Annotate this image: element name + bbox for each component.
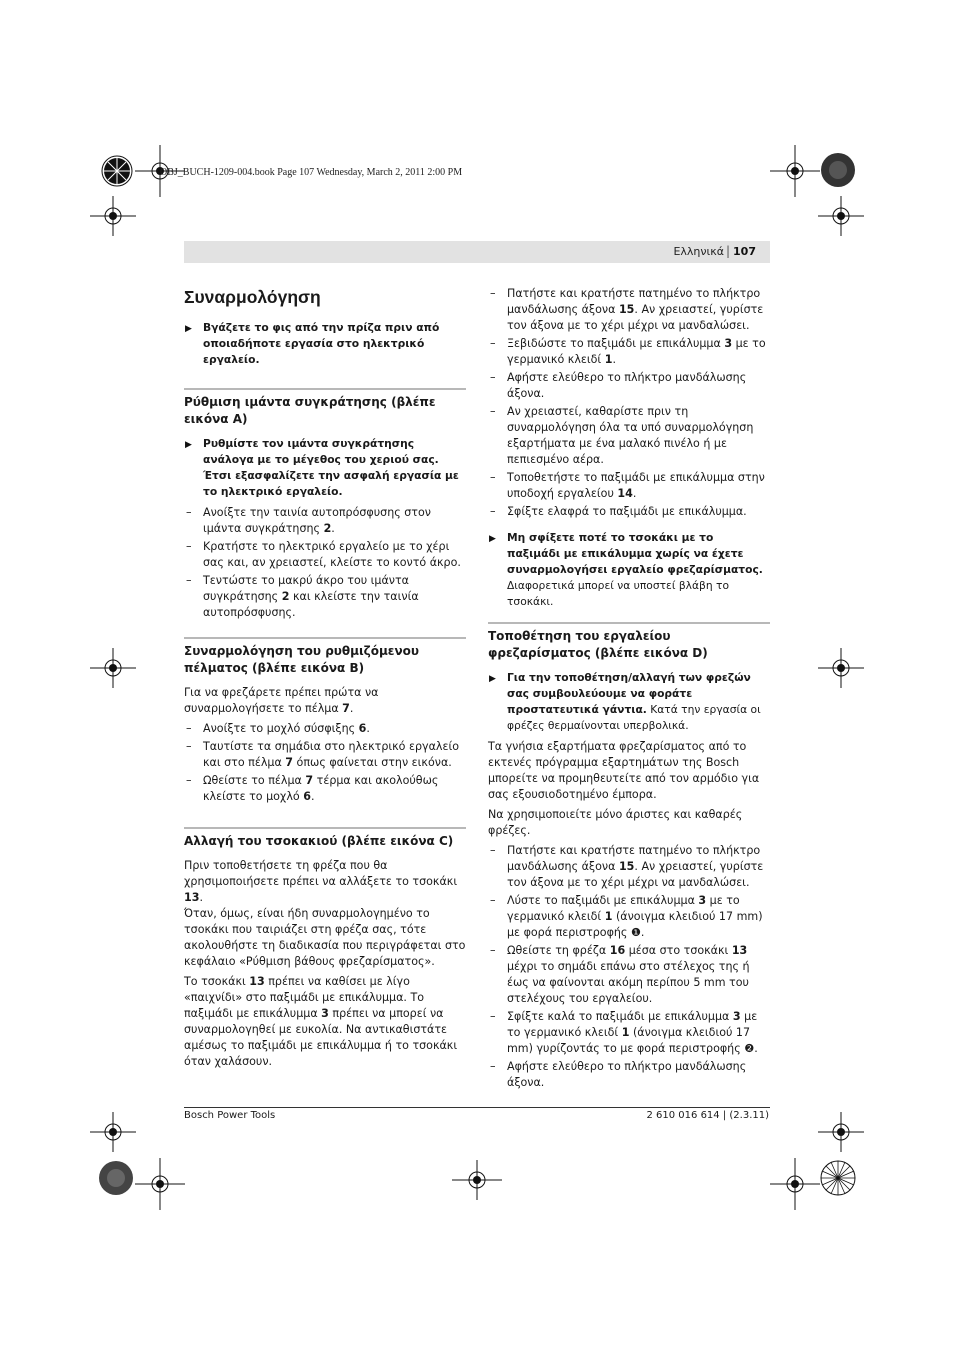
- step-text: Ανοίξτε την ταινία αυτοπρόσφυσης στον ιμάντα συγκράτησης: [203, 506, 431, 535]
- list-item: [488, 370, 770, 402]
- ref-number: 13: [731, 944, 748, 957]
- ref-number: 2: [323, 522, 332, 535]
- section-heading: Ρύθμιση ιμάντα συγκράτησης (βλέπε εικόνα A): [184, 388, 466, 428]
- warning-triangle-icon: ▶: [185, 324, 192, 334]
- list-item: [184, 773, 466, 805]
- footer-doc-code: 2 610 016 614 | (2.3.11): [646, 1110, 769, 1121]
- para-text: πρέπει να μπορεί να συναρμολογηθεί με ευκολία. Να αντικαθιστάτε αμέσως το παξιμάδι με επικάλυμμα ή το τσοκάκι όταν χαλάσουν.: [184, 1007, 458, 1068]
- registration-disc-icon: [98, 1160, 134, 1196]
- paragraph: [184, 974, 466, 1070]
- warning-note: [488, 530, 770, 610]
- para-text: .: [349, 702, 354, 715]
- step-text: Ανοίξτε το μοχλό σύσφιξης: [203, 722, 359, 735]
- right-column: [488, 286, 770, 1093]
- list-item: [488, 286, 770, 334]
- step-text: Αν χρειαστεί, καθαρίστε πριν τη συναρμολόγηση όλα τα υπό συναρμολόγηση εξαρτήματα με ένα μαλακό πινέλο ή με πεπιεσμένο αέρα.: [507, 405, 754, 466]
- ref-number: 13: [184, 891, 200, 904]
- section-heading: Αλλαγή του τσοκακιού (βλέπε εικόνα C): [184, 827, 466, 850]
- warning-triangle-icon: ▶: [185, 440, 192, 450]
- paragraph: [184, 858, 466, 906]
- warning-triangle-icon: ▶: [489, 534, 496, 544]
- section-heading: Συναρμολόγηση του ρυθμιζόμενου πέλματος (βλέπε εικόνα B): [184, 637, 466, 677]
- para-text: Για να φρεζάρετε πρέπει πρώτα να συναρμολογήσετε το πέλμα: [184, 686, 379, 715]
- step-text: Ταυτίστε τα σημάδια στο ηλεκτρικό εργαλείο και στο πέλμα: [203, 740, 460, 769]
- step-text: .: [331, 522, 335, 535]
- step-text: τέρμα και ακολούθως κλείστε το μοχλό: [203, 774, 439, 803]
- left-column: [184, 286, 466, 1074]
- list-item: [488, 504, 770, 520]
- step-text: . Αν χρειαστεί, γυρίστε τον άξονα με το χέρι μέχρι να μανδαλώσει.: [507, 303, 764, 332]
- list-item: [488, 893, 770, 941]
- rotation-direction-1-icon: ❶: [630, 926, 641, 939]
- warning-text-normal: Διαφορετικά μπορεί να υποστεί βλάβη το τσοκάκι.: [507, 579, 729, 608]
- ref-number: 15: [618, 860, 635, 873]
- print-header: OBJ_BUCH-1209-004.book Page 107 Wednesday, March 2, 2011 2:00 PM: [160, 167, 463, 178]
- ref-number: 3: [732, 1010, 741, 1023]
- list-item: [488, 1059, 770, 1091]
- list-item: [488, 843, 770, 891]
- ref-number: 3: [698, 894, 707, 907]
- ref-number: 3: [724, 337, 733, 350]
- step-text: .: [366, 722, 370, 735]
- step-text: Ωθείστε τη φρέζα: [507, 944, 610, 957]
- registration-crosshair-icon: [818, 648, 864, 688]
- registration-crosshair-icon: [135, 1158, 185, 1210]
- step-text: Αφήστε ελεύθερο το πλήκτρο μανδάλωσης άξονα.: [507, 1060, 747, 1089]
- warning-text: Βγάζετε το φις από την πρίζα πριν από οποιαδήποτε εργασία στο ηλεκτρικό εργαλείο.: [203, 321, 440, 366]
- para-text: πρέπει να καθίσει με λίγο «παιχνίδι» στο παξιμάδι με επικάλυμμα. Το παξιμάδι με επικάλυμμα: [184, 975, 425, 1020]
- list-item: [488, 404, 770, 468]
- warning-note: [184, 436, 466, 500]
- registration-disc-icon: [820, 1160, 856, 1196]
- ref-number: 1: [604, 353, 613, 366]
- ref-number: 7: [342, 702, 350, 715]
- step-text: Αφήστε ελεύθερο το πλήκτρο μανδάλωσης άξονα.: [507, 371, 747, 400]
- ref-number: 7: [285, 756, 294, 769]
- step-text: με το γερμανικό κλειδί: [507, 1010, 758, 1039]
- para-text: Το τσοκάκι: [184, 975, 250, 988]
- step-text: .: [632, 487, 637, 500]
- rotation-direction-2-icon: ❷: [744, 1042, 755, 1055]
- warning-triangle-icon: ▶: [489, 674, 496, 684]
- step-text: (άνοιγμα κλειδιού 17 mm) γυρίζοντάς το με φορά περιστροφής: [507, 1026, 751, 1055]
- registration-crosshair-icon: [770, 1158, 820, 1210]
- ref-number: 16: [609, 944, 626, 957]
- warning-text: Για την τοποθέτηση/αλλαγή των φρεζών σας συμβουλεύουμε να φοράτε προστατευτικά γάντια.: [507, 671, 751, 716]
- registration-crosshair-icon: [90, 648, 136, 688]
- page-title: Συναρμολόγηση: [184, 287, 321, 307]
- paragraph: Τα γνήσια εξαρτήματα φρεζαρίσματος από το εκτενές πρόγραμμα εξαρτημάτων της Bosch μπορείτε να προμηθευτείτε από τον αρμόδιο για σας εξουσιοδοτημένο έμπορα.: [488, 740, 760, 801]
- footer-divider: [184, 1107, 770, 1108]
- para-text: .: [199, 891, 203, 904]
- list-item: [184, 573, 466, 621]
- step-text: όπως φαίνεται στην εικόνα.: [293, 756, 452, 769]
- step-text: (άνοιγμα κλειδιού 17 mm) με φορά περιστροφής: [507, 910, 763, 939]
- page-number: 107: [733, 245, 756, 258]
- registration-crosshair-icon: [818, 196, 864, 236]
- step-text: Κρατήστε το ηλεκτρικό εργαλείο με το χέρι σας και, αν χρειαστεί, κλείστε το κοντό άκρο.: [203, 540, 461, 569]
- step-text: .: [754, 1042, 758, 1055]
- step-text: Τεντώστε το μακρύ άκρο του ιμάντα συγκράτησης: [203, 574, 409, 603]
- list-item: [488, 1009, 770, 1057]
- step-text: Σφίξτε καλά το παξιμάδι με επικάλυμμα: [507, 1010, 733, 1023]
- ref-number: 6: [358, 722, 367, 735]
- ref-number: 2: [281, 590, 290, 603]
- step-text: Λύστε το παξιμάδι με επικάλυμμα: [507, 894, 699, 907]
- list-item: [488, 943, 770, 1007]
- step-text: Πατήστε και κρατήστε πατημένο το πλήκτρο μανδάλωσης άξονα: [507, 287, 761, 316]
- list-item: [488, 470, 770, 502]
- warning-text: Μη σφίξετε ποτέ το τσοκάκι με το παξιμάδι με επικάλυμμα χωρίς να έχετε συναρμολογήσει εργαλείο φρεζαρίσματος.: [507, 531, 763, 576]
- registration-crosshair-icon: [93, 147, 141, 195]
- paragraph: [184, 685, 466, 717]
- registration-crosshair-icon: [90, 1112, 136, 1152]
- ref-number: 13: [249, 975, 265, 988]
- list-item: [184, 539, 466, 571]
- registration-crosshair-icon: [90, 196, 136, 236]
- list-item: [184, 739, 466, 771]
- step-text: .: [310, 790, 315, 803]
- ref-number: 3: [321, 1007, 329, 1020]
- step-text: Πατήστε και κρατήστε πατημένο το πλήκτρο μανδάλωσης άξονα: [507, 844, 761, 873]
- ref-number: 6: [303, 790, 311, 803]
- step-text: .: [640, 926, 645, 939]
- registration-crosshair-icon: [818, 1112, 864, 1152]
- step-text: με το γερμανικό κλειδί: [507, 894, 740, 923]
- header-language: Ελληνικά: [673, 245, 724, 258]
- step-text: Σφίξτε ελαφρά το παξιμάδι με επικάλυμμα.: [507, 505, 747, 518]
- registration-crosshair-icon: [452, 1160, 502, 1200]
- warning-note: [184, 320, 466, 368]
- ref-number: 1: [621, 1026, 630, 1039]
- section-heading: Τοποθέτηση του εργαλείου φρεζαρίσματος (βλέπε εικόνα D): [488, 622, 770, 662]
- page-header-bar: [184, 241, 770, 263]
- ref-number: 7: [305, 774, 314, 787]
- warning-text: Ρυθμίστε τον ιμάντα συγκράτησης ανάλογα με το μέγεθος του χεριού σας. Έτσι εξασφαλίζετε την ασφαλή εργασία με το ηλεκτρικό εργαλείο.: [203, 437, 459, 498]
- step-text: μέσα στο τσοκάκι: [625, 944, 732, 957]
- registration-crosshair-icon: [770, 145, 820, 197]
- ref-number: 14: [617, 487, 633, 500]
- step-text: μέχρι το σημάδι επάνω στο στέλεχος της ή έως να φαίνονται ακόμη περίπου 5 mm του στελέχους του εργαλείου.: [507, 960, 750, 1005]
- step-text: με το γερμανικό κλειδί: [507, 337, 766, 366]
- warning-text-normal: Κατά την εργασία οι φρέζες θερμαίνονται υπερβολικά.: [507, 703, 761, 732]
- footer-publisher: Bosch Power Tools: [184, 1110, 276, 1121]
- list-item: [488, 336, 770, 368]
- paragraph: Όταν, όμως, είναι ήδη συναρμολογημένο το τσοκάκι που ταιριάζει στη φρέζα σας, τότε ακολουθήστε τη διαδικασία που περιγράφεται στο κεφάλαιο «Ρύθμιση βάθους φρεζαρίσματος».: [184, 907, 466, 968]
- header-separator: |: [725, 244, 730, 258]
- step-text: .: [612, 353, 616, 366]
- ref-number: 15: [618, 303, 635, 316]
- registration-disc-icon: [820, 152, 856, 188]
- paragraph: Να χρησιμοποιείτε μόνο άριστες και καθαρές φρέζες.: [488, 808, 743, 837]
- ref-number: 1: [604, 910, 613, 923]
- list-item: [184, 505, 466, 537]
- step-text: . Αν χρειαστεί, γυρίστε τον άξονα με το χέρι μέχρι να μανδαλώσει.: [507, 860, 764, 889]
- step-text: Ωθείστε το πέλμα: [203, 774, 306, 787]
- step-text: Τοποθετήστε το παξιμάδι με επικάλυμμα στην υποδοχή εργαλείου: [507, 471, 765, 500]
- step-text: Ξεβιδώστε το παξιμάδι με επικάλυμμα: [507, 337, 725, 350]
- list-item: [184, 721, 466, 737]
- step-text: και κλείστε την ταινία αυτοπρόσφυσης.: [203, 590, 419, 619]
- warning-note: [488, 670, 770, 734]
- para-text: Πριν τοποθετήσετε τη φρέζα που θα χρησιμοποιήσετε πρέπει να αλλάξετε το τσοκάκι: [184, 859, 458, 888]
